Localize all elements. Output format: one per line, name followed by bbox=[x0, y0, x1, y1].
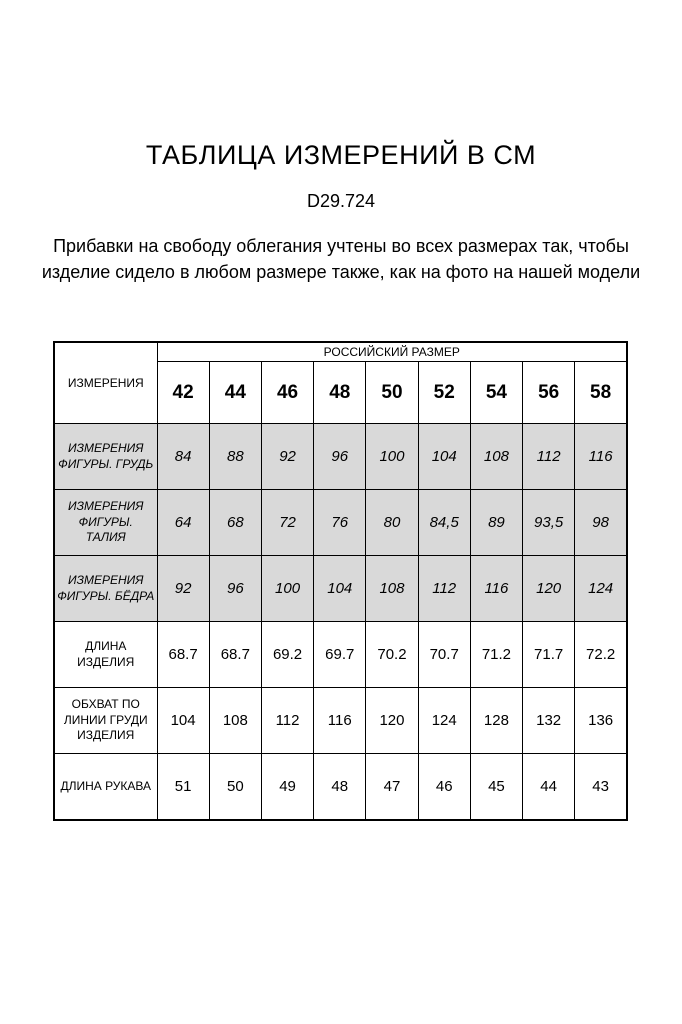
value-cell: 116 bbox=[470, 556, 522, 622]
size-header-46: 46 bbox=[261, 362, 313, 424]
table-row bbox=[54, 688, 627, 754]
value-cell: 93,5 bbox=[523, 490, 575, 556]
value-cell: 43 bbox=[575, 754, 627, 820]
table-row bbox=[54, 424, 627, 490]
value-cell: 51 bbox=[157, 754, 209, 820]
size-header-42: 42 bbox=[157, 362, 209, 424]
size-header-52: 52 bbox=[418, 362, 470, 424]
value-cell: 64 bbox=[157, 490, 209, 556]
value-cell: 84 bbox=[157, 424, 209, 490]
row-label: ИЗМЕРЕНИЯ ФИГУРЫ. БЁДРА bbox=[54, 556, 157, 622]
value-cell: 104 bbox=[418, 424, 470, 490]
value-cell: 128 bbox=[470, 688, 522, 754]
value-cell: 112 bbox=[523, 424, 575, 490]
value-cell: 104 bbox=[314, 556, 366, 622]
value-cell: 120 bbox=[523, 556, 575, 622]
value-cell: 120 bbox=[366, 688, 418, 754]
value-cell: 108 bbox=[366, 556, 418, 622]
value-cell: 124 bbox=[418, 688, 470, 754]
value-cell: 50 bbox=[209, 754, 261, 820]
value-cell: 124 bbox=[575, 556, 627, 622]
value-cell: 88 bbox=[209, 424, 261, 490]
size-header-50: 50 bbox=[366, 362, 418, 424]
size-header-54: 54 bbox=[470, 362, 522, 424]
value-cell: 76 bbox=[314, 490, 366, 556]
value-cell: 92 bbox=[157, 556, 209, 622]
value-cell: 68.7 bbox=[157, 622, 209, 688]
value-cell: 89 bbox=[470, 490, 522, 556]
size-header-44: 44 bbox=[209, 362, 261, 424]
value-cell: 116 bbox=[575, 424, 627, 490]
russian-size-group-header: РОССИЙСКИЙ РАЗМЕР bbox=[157, 342, 627, 362]
fit-note-text: Прибавки на свободу облегания учтены во всех размерах так, чтобы изделие сидело в любом размере также, как на фото на нашей модели bbox=[41, 236, 641, 282]
value-cell: 72.2 bbox=[575, 622, 627, 688]
measurements-corner-header: ИЗМЕРЕНИЯ bbox=[54, 342, 157, 424]
group-header-row bbox=[54, 342, 627, 362]
value-cell: 46 bbox=[418, 754, 470, 820]
value-cell: 98 bbox=[575, 490, 627, 556]
value-cell: 112 bbox=[418, 556, 470, 622]
value-cell: 108 bbox=[470, 424, 522, 490]
value-cell: 44 bbox=[523, 754, 575, 820]
table-row bbox=[54, 754, 627, 820]
page-title: ТАБЛИЦА ИЗМЕРЕНИЙ В СМ bbox=[145, 140, 537, 170]
value-cell: 136 bbox=[575, 688, 627, 754]
table-row bbox=[54, 622, 627, 688]
table-row bbox=[54, 556, 627, 622]
value-cell: 71.2 bbox=[470, 622, 522, 688]
value-cell: 69.7 bbox=[314, 622, 366, 688]
value-cell: 68 bbox=[209, 490, 261, 556]
value-cell: 48 bbox=[314, 754, 366, 820]
value-cell: 70.2 bbox=[366, 622, 418, 688]
row-label: ИЗМЕРЕНИЯ ФИГУРЫ. ГРУДЬ bbox=[54, 424, 157, 490]
size-header-56: 56 bbox=[523, 362, 575, 424]
size-measurements-table bbox=[53, 341, 628, 821]
value-cell: 71.7 bbox=[523, 622, 575, 688]
row-label: ДЛИНА ИЗДЕЛИЯ bbox=[54, 622, 157, 688]
row-label: ОБХВАТ ПО ЛИНИИ ГРУДИ ИЗДЕЛИЯ bbox=[54, 688, 157, 754]
value-cell: 47 bbox=[366, 754, 418, 820]
value-cell: 72 bbox=[261, 490, 313, 556]
value-cell: 100 bbox=[366, 424, 418, 490]
value-cell: 96 bbox=[314, 424, 366, 490]
article-code: D29.724 bbox=[306, 191, 376, 211]
table-row bbox=[54, 490, 627, 556]
value-cell: 69.2 bbox=[261, 622, 313, 688]
value-cell: 116 bbox=[314, 688, 366, 754]
value-cell: 104 bbox=[157, 688, 209, 754]
row-label: ДЛИНА РУКАВА bbox=[54, 754, 157, 820]
value-cell: 96 bbox=[209, 556, 261, 622]
value-cell: 132 bbox=[523, 688, 575, 754]
size-header-48: 48 bbox=[314, 362, 366, 424]
value-cell: 80 bbox=[366, 490, 418, 556]
value-cell: 68.7 bbox=[209, 622, 261, 688]
value-cell: 84,5 bbox=[418, 490, 470, 556]
row-label: ИЗМЕРЕНИЯ ФИГУРЫ. ТАЛИЯ bbox=[54, 490, 157, 556]
value-cell: 108 bbox=[209, 688, 261, 754]
value-cell: 112 bbox=[261, 688, 313, 754]
value-cell: 100 bbox=[261, 556, 313, 622]
value-cell: 45 bbox=[470, 754, 522, 820]
value-cell: 70.7 bbox=[418, 622, 470, 688]
value-cell: 49 bbox=[261, 754, 313, 820]
size-header-58: 58 bbox=[575, 362, 627, 424]
value-cell: 92 bbox=[261, 424, 313, 490]
